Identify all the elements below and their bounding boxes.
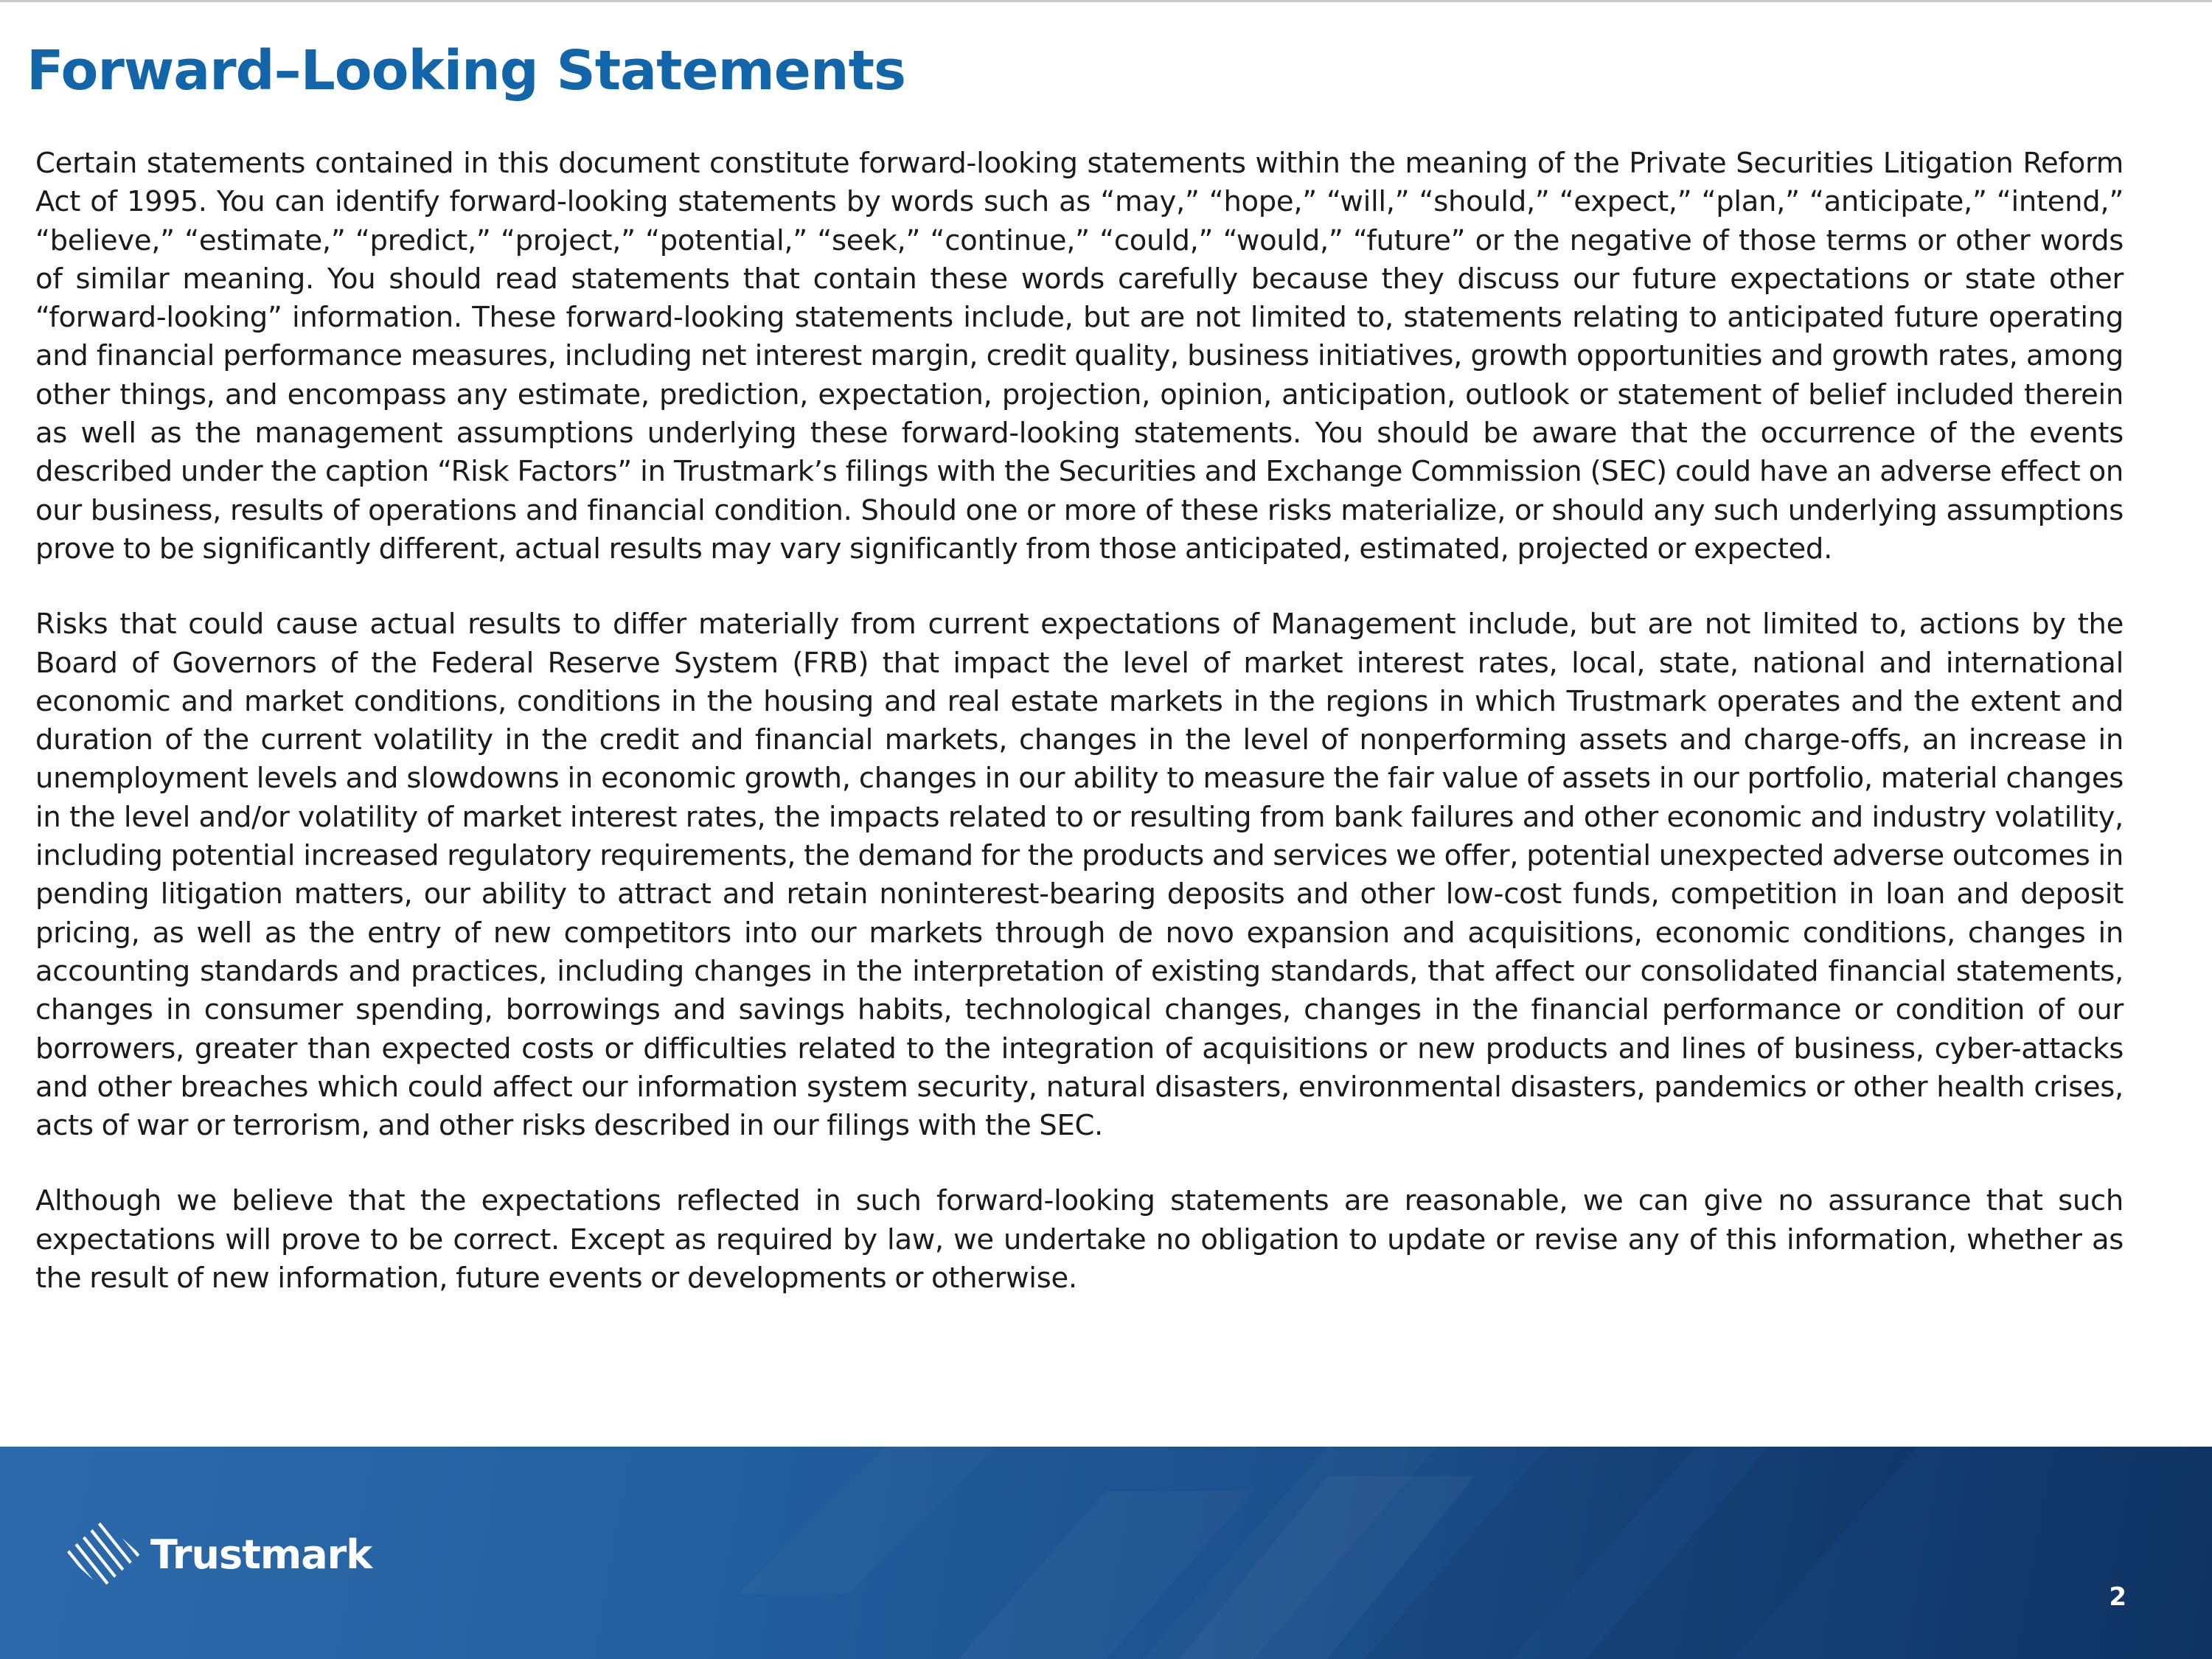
footer-banner [0,1447,2212,1659]
paragraph-risks: Risks that could cause actual results to differ materially from current expectations of Management include, but are not limited to, actions by the Board of Governors of the Federal Reserve System (FRB) that impact the level of market interest rates, local, state, national and international economic and market conditions, conditions in the housing and real estate markets in the regions in which Trustmark operates and the extent and duration of the current volatility in the credit and financial markets, changes in the level of nonperforming assets and charge-offs, an increase in unemployment levels and slowdowns in economic growth, changes in our ability to measure the fair value of assets in our portfolio, material changes in the level and/or volatility of market interest rates, the impacts related to or resulting from bank failures and other economic and industry volatility, including potential increased regulatory requirements, the demand for the products and services we offer, potential unexpected adverse outcomes in pending litigation matters, our ability to attract and retain noninterest-bearing deposits and other low-cost funds, competition in loan and deposit pricing, as well as the entry of new competitors into our markets through de novo expansion and acquisitions, economic conditions, changes in accounting standards and practices, including changes in the interpretation of existing standards, that affect our consolidated financial statements, changes in consumer spending, borrowings and savings habits, technological changes, changes in the financial performance or condition of our borrowers, greater than expected costs or difficulties related to the integration of acquisitions or new products and lines of business, cyber-attacks and other breaches which could affect our information system security, natural disasters, environmental disasters, pandemics or other health crises, acts of war or terrorism, and other risks described in our filings with the SEC. [35,608,2124,1143]
trustmark-logo-icon [62,1517,143,1591]
page-number: 2 [2109,1582,2126,1612]
paragraph-assurance: Although we believe that the expectations reflected in such forward-looking statements are reasonable, we can give no assurance that such expectations will prove to be correct. Except as required by law, we undertake no obligation to update or revise any of this information, whether as the result of new information, future events or developments or otherwise. [35,1184,2124,1295]
page-title: Forward–Looking Statements [27,39,906,102]
disclaimer-body [35,145,2124,1335]
top-divider [0,0,2212,2]
paragraph-forward-looking: Certain statements contained in this document constitute forward-looking statements within the meaning of the Private Securities Litigation Reform Act of 1995. You can identify forward-looking statements by words such as “may,” “hope,” “will,” “should,” “expect,” “plan,” “anticipate,” “intend,” “believe,” “estimate,” “predict,” “project,” “potential,” “seek,” “continue,” “could,” “would,” “future” or the negative of those terms or other words of similar meaning. You should read statements that contain these words carefully because they discuss our future expectations or state other “forward-looking” information. These forward-looking statements include, but are not limited to, statements relating to anticipated future operating and financial performance measures, including net interest margin, credit quality, business initiatives, growth opportunities and growth rates, among other things, and encompass any estimate, prediction, expectation, projection, opinion, anticipation, outlook or statement of belief included therein as well as the management assumptions underlying these forward-looking statements. You should be aware that the occurrence of the events described under the caption “Risk Factors” in Trustmark’s filings with the Securities and Exchange Commission (SEC) could have an adverse effect on our business, results of operations and financial condition. Should one or more of these risks materialize, or should any such underlying assumptions prove to be significantly different, actual results may vary significantly from those anticipated, estimated, projected or expected. [35,147,2124,566]
trustmark-logo-text: Trustmark [150,1531,372,1578]
trustmark-logo [62,1517,372,1591]
